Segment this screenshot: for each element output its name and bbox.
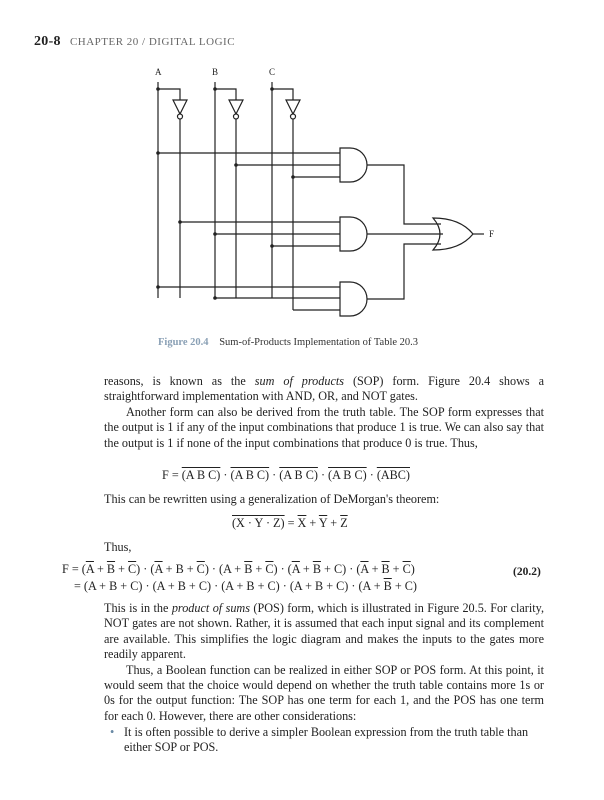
p5-term: product of sums <box>171 601 250 615</box>
not-gate-c <box>286 100 300 114</box>
input-label-a: A <box>155 67 162 77</box>
figure-caption <box>158 337 418 348</box>
paragraph-4: Thus, <box>104 540 132 554</box>
equation-sop-complement <box>162 468 410 483</box>
p5-a: This is in the <box>104 601 172 615</box>
and-gate-3 <box>340 282 367 316</box>
eq3b-sep: · <box>279 579 290 593</box>
paragraph-1 <box>104 374 544 451</box>
eq3a-term: $(A + \overline{B} + \overline{C})$ <box>219 562 278 576</box>
input-label-c: C <box>269 67 276 77</box>
output-label-f: F <box>489 229 495 239</box>
eq3b-term: (A + B + C) <box>83 579 143 593</box>
p5-b: (POS) form, which is illustrated in Figure 20.5. For clarity, NOT gates are not shown. Rather, it is assumed that each input signal and its complement are available. This simplifies the logic diagram and makes the inputs to the gates more readily apparent. <box>104 601 544 662</box>
eq2-var: $\overline{X}$ <box>297 516 307 530</box>
equation-pos-line2 <box>74 579 417 594</box>
eq1-term: (A B C) <box>328 468 367 482</box>
eq1-term: (A B C) <box>279 468 318 482</box>
and-gate-2 <box>340 217 367 251</box>
eq2-eq: = <box>284 516 298 530</box>
equation-demorgan <box>232 516 348 531</box>
eq2-plus: + <box>306 516 319 530</box>
eq1-lhs: F = <box>162 468 182 482</box>
p1-b: (SOP) form. Figure 20.4 shows a straightforward implementation with AND, OR, and NOT gates. <box>104 374 544 404</box>
eq3b-term: $(A + \overline{B} + C)$ <box>358 579 417 593</box>
eq3b-sep: · <box>211 579 222 593</box>
bullet-item-1 <box>110 725 544 756</box>
eq3a-term: $(\overline{A} + B + \overline{C})$ <box>150 562 209 576</box>
paragraph-5 <box>104 601 544 724</box>
p1-a: reasons, is known as the <box>104 374 255 388</box>
input-label-b: B <box>212 67 219 77</box>
eq1-sep: · <box>220 468 231 482</box>
eq2-var: $\overline{Z}$ <box>340 516 348 530</box>
eq3a-sep: · <box>140 562 151 576</box>
eq1-sep: · <box>366 468 377 482</box>
eq2-plus: + <box>327 516 341 530</box>
eq3b-term: (A + B + C) <box>221 579 280 593</box>
eq1-sep: · <box>317 468 329 482</box>
eq1-term: (A B C) <box>230 468 270 482</box>
eq3a-sep: · <box>277 562 288 576</box>
paragraph-3: This can be rewritten using a generalization of DeMorgan's theorem: <box>104 492 440 506</box>
eq3a-term: $(\overline{A} + \overline{B} + C)$ <box>287 562 347 576</box>
eq3b-lhs: = <box>74 579 84 593</box>
equation-pos-line1 <box>62 562 415 577</box>
eq1-sep: · <box>269 468 280 482</box>
running-title: CHAPTER 20 / DIGITAL LOGIC <box>69 36 236 48</box>
not-gate-b <box>229 100 243 114</box>
eq3b-term: (A + B + C) <box>152 579 212 593</box>
p1-term: sum of products <box>254 374 344 388</box>
page-number: 20-8 <box>34 34 61 49</box>
sop-logic-diagram <box>0 0 604 340</box>
eq3a-sep: · <box>346 562 357 576</box>
bullet-icon: • <box>110 725 115 739</box>
eq1-term: (A B C) <box>181 468 221 482</box>
eq3a-term: $(\overline{A} + \overline{B} + \overline{C})$ <box>81 562 141 576</box>
paragraph-2: Another form can also be derived from the truth table. The SOP form expresses that the output is 1 if any of the input combinations that produce 1 is true. We can also say that the output is 1 if none of the input combinations that produce 0 is true. Thus, <box>104 404 544 450</box>
eq3a-term: $(\overline{A} + \overline{B} + \overline{C})$ <box>356 562 415 576</box>
bullet-text: It is often possible to derive a simpler Boolean expression from the truth table than either SOP or POS. <box>124 725 529 755</box>
eq3b-sep: · <box>348 579 359 593</box>
eq3b-sep: · <box>142 579 153 593</box>
and-gate-1 <box>340 148 367 182</box>
eq1-term: (ABC) <box>376 468 410 482</box>
eq3a-lhs: F = <box>62 562 82 576</box>
not-gate-a <box>173 100 187 114</box>
eq2-var: $\overline{Y}$ <box>318 516 328 530</box>
figure-caption-text: Sum-of-Products Implementation of Table 20.3 <box>219 337 419 348</box>
paragraph-6: Thus, a Boolean function can be realized in either SOP or POS form. At this point, it would seem that the choice would depend on whether the truth table contains more 1s or 0s for the output function: The SOP has one term for each 1, and the POS has one term for each 0. However, there are other considerations: <box>104 662 544 723</box>
figure-label: Figure 20.4 <box>158 337 209 348</box>
eq3b-term: (A + B + C) <box>289 579 349 593</box>
equation-number: (20.2) <box>513 566 541 578</box>
eq3a-sep: · <box>208 562 220 576</box>
eq2-lhs: (X · Y · Z) <box>232 516 285 530</box>
